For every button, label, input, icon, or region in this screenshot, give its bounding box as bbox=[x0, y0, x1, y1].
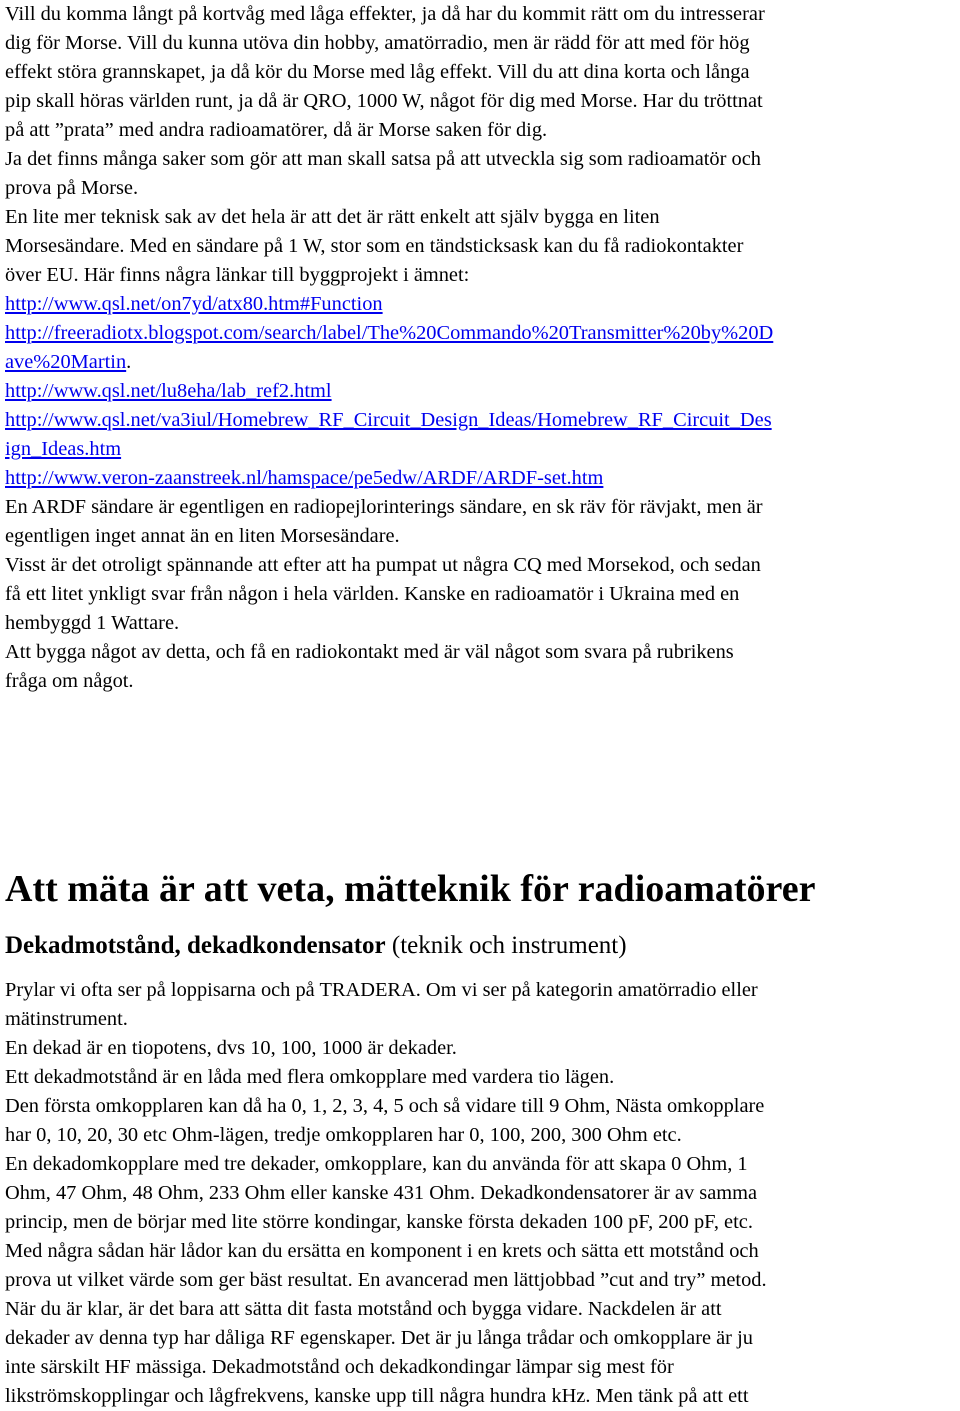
text-line: En ARDF sändare är egentligen en radiopejlorinterings sändare, en sk räv för rävjakt, men är bbox=[5, 496, 763, 518]
link-qsl-va3iul-part2[interactable]: ign_Ideas.htm bbox=[5, 438, 122, 460]
text-line: Morsesändare. Med en sändare på 1 W, stor som en tändsticksask kan du få radiokontakter bbox=[5, 235, 744, 257]
text-line: dekader av denna typ har dåliga RF egenskaper. Det är ju långa trådar och omkopplare är ju bbox=[5, 1327, 753, 1349]
intro-paragraphs bbox=[5, 0, 955, 290]
subheading-bold: Dekadmotstånd, dekadkondensator bbox=[5, 932, 386, 959]
text-line: mätinstrument. bbox=[5, 1008, 128, 1030]
link-row bbox=[5, 290, 955, 319]
text-line: Att bygga något av detta, och få en radiokontakt med är väl något som svara på rubrikens bbox=[5, 641, 734, 663]
link-row bbox=[5, 406, 955, 435]
text-line: Prylar vi ofta ser på loppisarna och på TRADERA. Om vi ser på kategorin amatörradio eller bbox=[5, 979, 758, 1001]
link-row bbox=[5, 435, 955, 464]
link-qsl-on7yd[interactable]: http://www.qsl.net/on7yd/atx80.htm#Function bbox=[5, 293, 383, 315]
text-line: Ja det finns många saker som gör att man skall satsa på att utveckla sig som radioamatör och bbox=[5, 148, 761, 170]
section-heading: Att mäta är att veta, mätteknik för radioamatörer bbox=[5, 868, 816, 910]
text-line: Ohm, 47 Ohm, 48 Ohm, 233 Ohm eller kanske 431 Ohm. Dekadkondensatorer är av samma bbox=[5, 1182, 758, 1204]
link-qsl-va3iul-part1[interactable]: http://www.qsl.net/va3iul/Homebrew_RF_Circuit_Design_Ideas/Homebrew_RF_Circuit_Des bbox=[5, 409, 772, 431]
text-line: hembyggd 1 Wattare. bbox=[5, 612, 180, 634]
link-veron-ardf[interactable]: http://www.veron-zaanstreek.nl/hamspace/pe5edw/ARDF/ARDF-set.htm bbox=[5, 467, 604, 489]
text-line: egentligen inget annat än en liten Morsesändare. bbox=[5, 525, 400, 547]
text-line: Ett dekadmotstånd är en låda med flera omkopplare med vardera tio lägen. bbox=[5, 1066, 615, 1088]
text-line: fråga om något. bbox=[5, 670, 134, 692]
text-line: När du är klar, är det bara att sätta dit fasta motstånd och bygga vidare. Nackdelen är att bbox=[5, 1298, 722, 1320]
link-suffix: . bbox=[126, 351, 132, 373]
link-list bbox=[5, 290, 955, 493]
text-line: En dekad är en tiopotens, dvs 10, 100, 1000 är dekader. bbox=[5, 1037, 457, 1059]
subheading-normal: (teknik och instrument) bbox=[385, 932, 627, 959]
text-line: prova ut vilket värde som ger bäst resultat. En avancerad men lättjobbad ”cut and try” metod. bbox=[5, 1269, 767, 1291]
after-links-paragraphs bbox=[5, 493, 955, 696]
link-row bbox=[5, 348, 955, 377]
text-line: Med några sådan här lådor kan du ersätta en komponent i en krets och sätta ett motstånd och bbox=[5, 1240, 759, 1262]
text-line: få ett litet ynkligt svar från någon i hela världen. Kanske en radioamatör i Ukraina med en bbox=[5, 583, 740, 605]
link-qsl-lu8eha[interactable]: http://www.qsl.net/lu8eha/lab_ref2.html bbox=[5, 380, 332, 402]
section-subheading bbox=[5, 928, 955, 964]
document-page bbox=[5, 0, 955, 696]
link-row bbox=[5, 377, 955, 406]
text-line: på att ”prata” med andra radioamatörer, då är Morse saken för dig. bbox=[5, 119, 548, 141]
section-body bbox=[5, 976, 955, 1411]
text-line: Vill du komma långt på kortvåg med låga effekter, ja då har du kommit rätt om du intresserar bbox=[5, 3, 765, 25]
text-line: inte särskilt HF mässiga. Dekadmotstånd och dekadkondingar lämpar sig mest för bbox=[5, 1356, 674, 1378]
text-line: En dekadomkopplare med tre dekader, omkopplare, kan du använda för att skapa 0 Ohm, 1 bbox=[5, 1153, 748, 1175]
text-line: dig för Morse. Vill du kunna utöva din hobby, amatörradio, men är rädd för att med för hög bbox=[5, 32, 750, 54]
section-header bbox=[5, 860, 955, 964]
link-freeradiotx-part1[interactable]: http://freeradiotx.blogspot.com/search/label/The%20Commando%20Transmitter%20by%20D bbox=[5, 322, 774, 344]
text-line: prova på Morse. bbox=[5, 177, 139, 199]
text-line: likströmskopplingar och lågfrekvens, kanske upp till några hundra kHz. Men tänk på att ett bbox=[5, 1385, 749, 1407]
text-line: effekt störa grannskapet, ja då kör du Morse med låg effekt. Vill du att dina korta och långa bbox=[5, 61, 750, 83]
text-line: Den första omkopplaren kan då ha 0, 1, 2, 3, 4, 5 och så vidare till 9 Ohm, Nästa omkopplare bbox=[5, 1095, 765, 1117]
text-line: över EU. Här finns några länkar till byggprojekt i ämnet: bbox=[5, 264, 470, 286]
text-line: pip skall höras världen runt, ja då är QRO, 1000 W, något för dig med Morse. Har du tröttnat bbox=[5, 90, 763, 112]
text-line: har 0, 10, 20, 30 etc Ohm-lägen, tredje omkopplaren har 0, 100, 200, 300 Ohm etc. bbox=[5, 1124, 682, 1146]
text-line: En lite mer teknisk sak av det hela är att det är rätt enkelt att själv bygga en liten bbox=[5, 206, 660, 228]
link-freeradiotx-part2[interactable]: ave%20Martin bbox=[5, 351, 127, 373]
text-line: princip, men de börjar med lite större kondingar, kanske första dekaden 100 pF, 200 pF, etc. bbox=[5, 1211, 753, 1233]
text-line: Visst är det otroligt spännande att efter att ha pumpat ut några CQ med Morsekod, och sedan bbox=[5, 554, 761, 576]
link-row bbox=[5, 319, 955, 348]
link-row bbox=[5, 464, 955, 493]
